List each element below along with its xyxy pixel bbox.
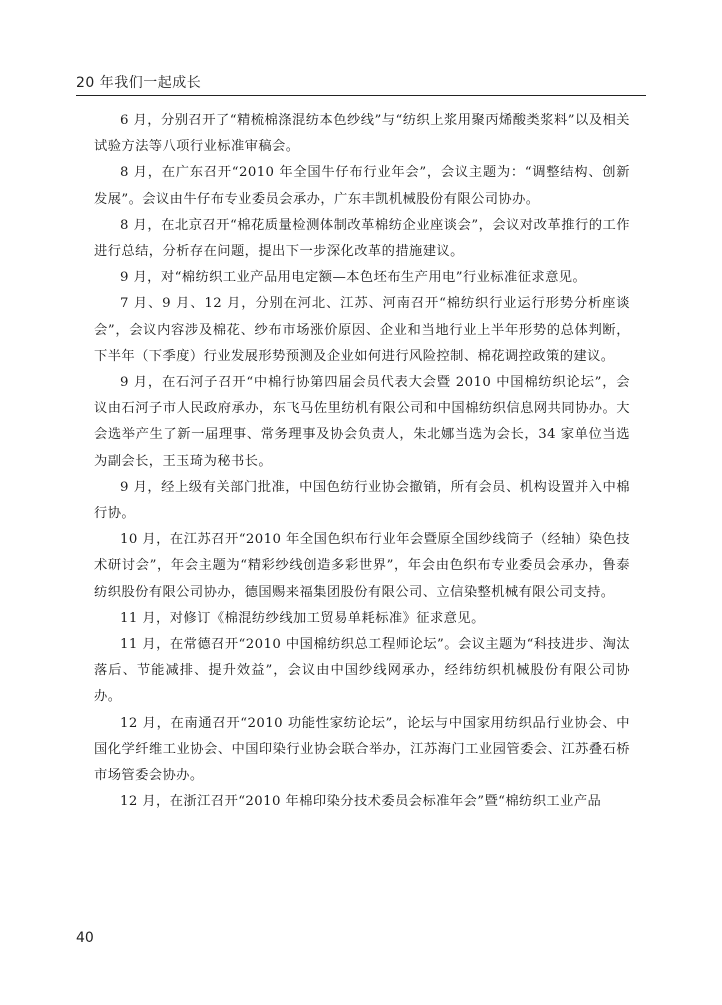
header-divider (76, 95, 646, 96)
running-header-title: 20 年我们一起成长 (76, 75, 202, 91)
paragraph: 8 月，在北京召开“棉花质量检测体制改革棉纺企业座谈会”，会议对改革推行的工作进行总结，分析存在问题，提出下一步深化改革的措施建议。 (94, 217, 630, 260)
paragraph: 11 月，对修订《棉混纺纱线加工贸易单耗标准》征求意见。 (120, 610, 485, 626)
paragraph: 8 月，在广东召开“2010 年全国牛仔布行业年会”，会议主题为：“调整结构、创新发展”。会议由牛仔布专业委员会承办，广东丰凯机械股份有限公司协办。 (94, 165, 630, 207)
body-text (94, 108, 630, 908)
page-number: 40 (76, 930, 94, 946)
paragraph: 9 月，在石河子召开“中棉行协第四届会员代表大会暨 2010 中国棉纺织论坛”，会议由石河子市人民政府承办，东飞马佐里纺机有限公司和中国棉纺织信息网共同协办。大会选举产生了新一届理事、常务理事及协会负责人，朱北娜当选为会长，34 家单位当选为副会长，王玉琦为秘书长。 (94, 375, 630, 469)
paragraph: 12 月，在南通召开“2010 功能性家纺论坛”，论坛与中国家用纺织品行业协会、中国化学纤维工业协会、中国印染行业协会联合举办，江苏海门工业园管委会、江苏叠石桥市场管委会协办。 (94, 715, 630, 784)
paragraph: 9 月，经上级有关部门批准，中国色纺行业协会撤销，所有会员、机构设置并入中棉行协。 (94, 479, 630, 522)
paragraph: 11 月，在常德召开“2010 中国棉纺织总工程师论坛”。会议主题为“科技进步、淘汰落后、节能减排、提升效益”，会议由中国纱线网承办，经纬纺织机械股份有限公司协办。 (94, 637, 630, 705)
paragraph: 9 月，对“棉纺织工业产品用电定额—本色坯布生产用电”行业标准征求意见。 (120, 270, 587, 286)
paragraph: 7 月、9 月、12 月，分别在河北、江苏、河南召开“棉纺织行业运行形势分析座谈会”，会议内容涉及棉花、纱布市场涨价原因、企业和当地行业上半年形势的总体判断，下半年（下季度）行业发展形势预测及企业如何进行风险控制、棉花调控政策的建议。 (94, 296, 630, 364)
paragraph: 12 月，在浙江召开“2010 年棉印染分技术委员会标准年会”暨“棉纺织工业产品 (120, 794, 602, 810)
running-header (76, 74, 646, 96)
paragraph: 10 月，在江苏召开“2010 年全国色织布行业年会暨原全国纱线筒子（经轴）染色技术研讨会”，年会主题为“精彩纱线创造多彩世界”，年会由色织布专业委员会承办，鲁泰纺织股份有限公司协办，德国赐来福集团股份有限公司、立信染整机械有限公司支持。 (94, 532, 630, 600)
paragraph: 6 月，分别召开了“精梳棉涤混纺本色纱线”与“纺织上浆用聚丙烯酸类浆料”以及相关试验方法等八项行业标准审稿会。 (94, 113, 630, 155)
